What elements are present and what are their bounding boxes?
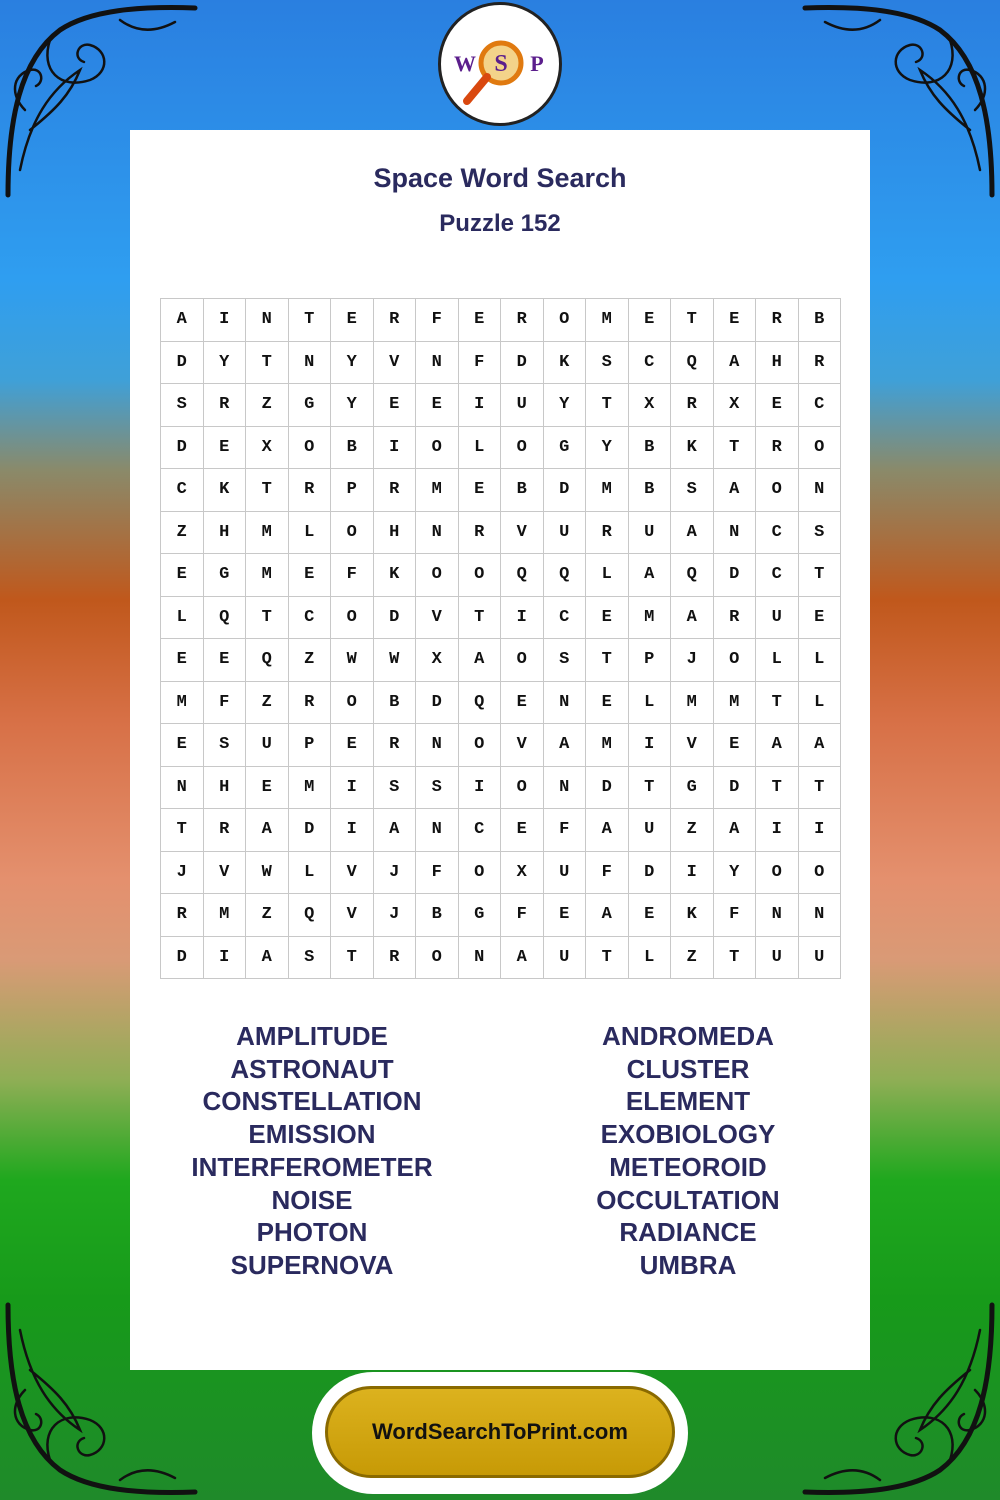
grid-cell[interactable]: V	[501, 512, 544, 555]
grid-cell[interactable]: P	[289, 724, 332, 767]
grid-cell[interactable]: R	[714, 597, 757, 640]
grid-cell[interactable]: O	[799, 427, 842, 470]
grid-cell[interactable]: R	[756, 299, 799, 342]
grid-cell[interactable]: O	[459, 852, 502, 895]
grid-cell[interactable]: O	[756, 852, 799, 895]
grid-cell[interactable]: G	[459, 894, 502, 937]
grid-cell[interactable]: R	[799, 342, 842, 385]
grid-cell[interactable]: A	[714, 342, 757, 385]
grid-cell[interactable]: E	[544, 894, 587, 937]
grid-cell[interactable]: A	[714, 469, 757, 512]
grid-cell[interactable]: E	[756, 384, 799, 427]
grid-cell[interactable]: O	[289, 427, 332, 470]
grid-cell[interactable]: M	[246, 554, 289, 597]
grid-cell[interactable]: P	[331, 469, 374, 512]
grid-cell[interactable]: S	[161, 384, 204, 427]
grid-cell[interactable]: A	[799, 724, 842, 767]
grid-cell[interactable]: C	[629, 342, 672, 385]
grid-cell[interactable]: A	[629, 554, 672, 597]
grid-cell[interactable]: T	[714, 937, 757, 980]
grid-cell[interactable]: N	[714, 512, 757, 555]
grid-cell[interactable]: I	[501, 597, 544, 640]
logo-letter-p: P	[530, 51, 544, 76]
grid-cell[interactable]: N	[416, 724, 459, 767]
grid-cell[interactable]: U	[544, 512, 587, 555]
word-list-right	[498, 1020, 878, 1282]
grid-cell[interactable]: R	[204, 809, 247, 852]
grid-cell[interactable]: Q	[204, 597, 247, 640]
grid-cell[interactable]: I	[459, 384, 502, 427]
grid-cell[interactable]: D	[289, 809, 332, 852]
grid-cell[interactable]: T	[714, 427, 757, 470]
grid-cell[interactable]: H	[374, 512, 417, 555]
grid-cell[interactable]: O	[331, 682, 374, 725]
grid-cell[interactable]: T	[799, 554, 842, 597]
word-list-item: CLUSTER	[626, 1053, 750, 1084]
grid-cell[interactable]: G	[204, 554, 247, 597]
grid-cell[interactable]: B	[799, 299, 842, 342]
word-list-item: ANDROMEDA	[602, 1021, 774, 1051]
grid-cell[interactable]: I	[671, 852, 714, 895]
grid-cell[interactable]: T	[246, 469, 289, 512]
grid-cell[interactable]: E	[501, 682, 544, 725]
grid-cell[interactable]: V	[416, 597, 459, 640]
grid-cell[interactable]: U	[501, 384, 544, 427]
grid-cell[interactable]: B	[374, 682, 417, 725]
grid-cell[interactable]: V	[204, 852, 247, 895]
grid-cell[interactable]: I	[756, 809, 799, 852]
grid-cell[interactable]: T	[756, 767, 799, 810]
grid-cell[interactable]: Q	[671, 342, 714, 385]
word-list-item: INTERFEROMETER	[191, 1151, 433, 1182]
grid-cell[interactable]: X	[714, 384, 757, 427]
grid-cell[interactable]: R	[586, 512, 629, 555]
grid-cell[interactable]: Z	[161, 512, 204, 555]
grid-cell[interactable]: O	[331, 512, 374, 555]
grid-cell[interactable]: U	[756, 937, 799, 980]
grid-cell[interactable]: I	[374, 427, 417, 470]
grid-cell[interactable]: S	[416, 767, 459, 810]
grid-cell[interactable]: D	[629, 852, 672, 895]
grid-cell[interactable]: O	[459, 554, 502, 597]
grid-cell[interactable]: S	[586, 342, 629, 385]
word-list-item: PHOTON	[256, 1217, 368, 1248]
grid-cell[interactable]: U	[756, 597, 799, 640]
website-link-button[interactable]: WordSearchToPrint.com	[325, 1386, 675, 1478]
grid-cell[interactable]: C	[799, 384, 842, 427]
grid-cell[interactable]: Y	[586, 427, 629, 470]
grid-cell[interactable]: A	[374, 809, 417, 852]
word-list-item: ELEMENT	[625, 1086, 751, 1117]
grid-cell[interactable]: T	[799, 767, 842, 810]
grid-cell[interactable]: O	[799, 852, 842, 895]
grid-cell[interactable]: F	[416, 299, 459, 342]
grid-cell[interactable]: E	[204, 427, 247, 470]
grid-cell[interactable]: H	[204, 767, 247, 810]
grid-cell[interactable]: L	[586, 554, 629, 597]
grid-cell[interactable]: M	[586, 469, 629, 512]
grid-cell[interactable]: S	[799, 512, 842, 555]
grid-cell[interactable]: P	[629, 639, 672, 682]
grid-cell[interactable]: V	[671, 724, 714, 767]
grid-cell[interactable]: E	[629, 894, 672, 937]
grid-cell[interactable]: U	[629, 512, 672, 555]
grid-cell[interactable]: F	[544, 809, 587, 852]
grid-cell[interactable]: Q	[501, 554, 544, 597]
grid-cell[interactable]: R	[204, 384, 247, 427]
grid-cell[interactable]: D	[586, 767, 629, 810]
grid-cell[interactable]: F	[501, 894, 544, 937]
grid-cell[interactable]: N	[416, 342, 459, 385]
grid-cell[interactable]: U	[544, 852, 587, 895]
grid-cell[interactable]: D	[161, 342, 204, 385]
grid-cell[interactable]: M	[246, 512, 289, 555]
letter-grid	[160, 298, 841, 979]
grid-cell[interactable]: O	[416, 427, 459, 470]
grid-cell[interactable]: T	[289, 299, 332, 342]
grid-cell[interactable]: S	[671, 469, 714, 512]
grid-cell[interactable]: K	[671, 427, 714, 470]
grid-cell[interactable]: L	[289, 852, 332, 895]
grid-cell[interactable]: K	[671, 894, 714, 937]
grid-cell[interactable]: Q	[544, 554, 587, 597]
grid-cell[interactable]: H	[204, 512, 247, 555]
grid-cell[interactable]: R	[756, 427, 799, 470]
grid-cell[interactable]: O	[331, 597, 374, 640]
grid-cell[interactable]: E	[714, 724, 757, 767]
grid-cell[interactable]: A	[756, 724, 799, 767]
grid-cell[interactable]: C	[756, 512, 799, 555]
word-list-item: UMBRA	[639, 1249, 737, 1280]
grid-cell[interactable]: E	[331, 299, 374, 342]
grid-cell[interactable]: J	[374, 894, 417, 937]
grid-cell[interactable]: Z	[246, 682, 289, 725]
grid-cell[interactable]: C	[161, 469, 204, 512]
grid-cell[interactable]: O	[756, 469, 799, 512]
grid-cell[interactable]: E	[289, 554, 332, 597]
grid-cell[interactable]: Y	[544, 384, 587, 427]
grid-cell[interactable]: A	[501, 937, 544, 980]
grid-cell[interactable]: Z	[246, 894, 289, 937]
grid-cell[interactable]: N	[459, 937, 502, 980]
grid-cell[interactable]: T	[586, 937, 629, 980]
grid-cell[interactable]: E	[416, 384, 459, 427]
grid-cell[interactable]: X	[629, 384, 672, 427]
grid-cell[interactable]: E	[501, 809, 544, 852]
grid-cell[interactable]: F	[586, 852, 629, 895]
grid-cell[interactable]: A	[246, 809, 289, 852]
grid-cell[interactable]: L	[459, 427, 502, 470]
grid-cell[interactable]: A	[459, 639, 502, 682]
word-list-item: OCCULTATION	[596, 1184, 780, 1215]
grid-cell[interactable]: N	[756, 894, 799, 937]
grid-cell[interactable]: I	[204, 937, 247, 980]
grid-cell[interactable]: I	[459, 767, 502, 810]
grid-cell[interactable]: J	[161, 852, 204, 895]
grid-cell[interactable]: C	[289, 597, 332, 640]
grid-cell[interactable]: T	[671, 299, 714, 342]
grid-cell[interactable]: N	[161, 767, 204, 810]
grid-cell[interactable]: I	[331, 809, 374, 852]
grid-cell[interactable]: T	[586, 384, 629, 427]
grid-cell[interactable]: M	[714, 682, 757, 725]
word-list-item: EXOBIOLOGY	[600, 1119, 776, 1150]
grid-cell[interactable]: Y	[204, 342, 247, 385]
grid-cell[interactable]: N	[544, 767, 587, 810]
grid-cell[interactable]: M	[586, 724, 629, 767]
grid-cell[interactable]: A	[671, 512, 714, 555]
grid-cell[interactable]: O	[501, 639, 544, 682]
grid-cell[interactable]: Z	[289, 639, 332, 682]
word-list-item: SUPERNOVA	[230, 1249, 394, 1280]
grid-cell[interactable]: O	[416, 937, 459, 980]
grid-cell[interactable]: M	[671, 682, 714, 725]
grid-cell[interactable]: E	[586, 682, 629, 725]
grid-cell[interactable]: T	[246, 597, 289, 640]
grid-cell[interactable]: G	[289, 384, 332, 427]
grid-cell[interactable]: H	[756, 342, 799, 385]
word-list-item: AMPLITUDE	[236, 1021, 388, 1051]
word-list-item: METEOROID	[609, 1151, 767, 1182]
grid-cell[interactable]: A	[161, 299, 204, 342]
grid-cell[interactable]: J	[374, 852, 417, 895]
grid-cell[interactable]: B	[331, 427, 374, 470]
grid-cell[interactable]: M	[416, 469, 459, 512]
grid-cell[interactable]: F	[204, 682, 247, 725]
grid-cell[interactable]: D	[161, 427, 204, 470]
grid-cell[interactable]: R	[374, 299, 417, 342]
grid-cell[interactable]: O	[501, 427, 544, 470]
grid-cell[interactable]: A	[586, 809, 629, 852]
grid-cell[interactable]: D	[416, 682, 459, 725]
grid-cell[interactable]: W	[331, 639, 374, 682]
grid-cell[interactable]: D	[161, 937, 204, 980]
grid-cell[interactable]: T	[629, 767, 672, 810]
grid-cell[interactable]: E	[799, 597, 842, 640]
grid-cell[interactable]: D	[714, 767, 757, 810]
grid-cell[interactable]: T	[331, 937, 374, 980]
grid-cell[interactable]: B	[416, 894, 459, 937]
grid-cell[interactable]: O	[416, 554, 459, 597]
grid-cell[interactable]: C	[756, 554, 799, 597]
grid-cell[interactable]: E	[374, 384, 417, 427]
grid-cell[interactable]: O	[459, 724, 502, 767]
grid-cell[interactable]: R	[459, 512, 502, 555]
grid-cell[interactable]: Q	[246, 639, 289, 682]
grid-cell[interactable]: S	[204, 724, 247, 767]
grid-cell[interactable]: E	[246, 767, 289, 810]
grid-cell[interactable]: E	[459, 469, 502, 512]
grid-cell[interactable]: B	[629, 427, 672, 470]
grid-cell[interactable]: X	[416, 639, 459, 682]
word-list-item: EMISSION	[248, 1119, 376, 1150]
grid-cell[interactable]: Y	[331, 342, 374, 385]
grid-cell[interactable]: T	[246, 342, 289, 385]
grid-cell[interactable]: D	[374, 597, 417, 640]
grid-cell[interactable]: O	[501, 767, 544, 810]
grid-cell[interactable]: I	[331, 767, 374, 810]
grid-cell[interactable]: E	[629, 299, 672, 342]
grid-cell[interactable]: V	[331, 894, 374, 937]
grid-cell[interactable]: M	[586, 299, 629, 342]
grid-cell[interactable]: L	[799, 639, 842, 682]
grid-cell[interactable]: J	[671, 639, 714, 682]
grid-cell[interactable]: U	[544, 937, 587, 980]
word-list-item: NOISE	[271, 1184, 353, 1215]
grid-cell[interactable]: Z	[246, 384, 289, 427]
logo-letter-s: S	[494, 51, 508, 77]
grid-cell[interactable]: B	[501, 469, 544, 512]
grid-cell[interactable]: S	[289, 937, 332, 980]
grid-cell[interactable]: G	[544, 427, 587, 470]
grid-cell[interactable]: Z	[671, 937, 714, 980]
grid-cell[interactable]: D	[501, 342, 544, 385]
grid-cell[interactable]: E	[459, 299, 502, 342]
grid-cell[interactable]: N	[799, 469, 842, 512]
grid-cell[interactable]: R	[374, 469, 417, 512]
grid-cell[interactable]: D	[544, 469, 587, 512]
grid-cell[interactable]: N	[416, 809, 459, 852]
grid-cell[interactable]: N	[416, 512, 459, 555]
grid-cell[interactable]: N	[799, 894, 842, 937]
grid-cell[interactable]: Z	[671, 809, 714, 852]
grid-cell[interactable]: E	[161, 554, 204, 597]
grid-cell[interactable]: K	[544, 342, 587, 385]
grid-cell[interactable]: V	[331, 852, 374, 895]
grid-cell[interactable]: A	[671, 597, 714, 640]
grid-cell[interactable]: Q	[459, 682, 502, 725]
grid-cell[interactable]: R	[671, 384, 714, 427]
grid-cell[interactable]: E	[714, 299, 757, 342]
grid-cell[interactable]: L	[756, 639, 799, 682]
grid-cell[interactable]: L	[629, 937, 672, 980]
grid-cell[interactable]: S	[374, 767, 417, 810]
grid-cell[interactable]: G	[671, 767, 714, 810]
grid-cell[interactable]: W	[374, 639, 417, 682]
grid-cell[interactable]: M	[289, 767, 332, 810]
grid-cell[interactable]: L	[289, 512, 332, 555]
grid-cell[interactable]: E	[204, 639, 247, 682]
grid-cell[interactable]: I	[799, 809, 842, 852]
grid-cell[interactable]: X	[246, 427, 289, 470]
word-list-item: RADIANCE	[619, 1217, 757, 1248]
grid-cell[interactable]: S	[544, 639, 587, 682]
word-list-item: ASTRONAUT	[230, 1053, 394, 1084]
grid-cell[interactable]: R	[374, 937, 417, 980]
grid-cell[interactable]: V	[374, 342, 417, 385]
grid-cell[interactable]: R	[289, 682, 332, 725]
grid-cell[interactable]: O	[544, 299, 587, 342]
grid-cell[interactable]: B	[629, 469, 672, 512]
grid-cell[interactable]: F	[416, 852, 459, 895]
grid-cell[interactable]: K	[204, 469, 247, 512]
grid-cell[interactable]: R	[374, 724, 417, 767]
grid-cell[interactable]: A	[586, 894, 629, 937]
grid-cell[interactable]: F	[331, 554, 374, 597]
grid-cell[interactable]: O	[714, 639, 757, 682]
grid-cell[interactable]: K	[374, 554, 417, 597]
page-title: Space Word Search	[373, 163, 627, 193]
grid-cell[interactable]: M	[629, 597, 672, 640]
grid-cell[interactable]: E	[161, 724, 204, 767]
grid-cell[interactable]: M	[204, 894, 247, 937]
grid-cell[interactable]: N	[246, 299, 289, 342]
grid-cell[interactable]: T	[756, 682, 799, 725]
wsp-logo	[438, 2, 562, 126]
grid-cell[interactable]: F	[714, 894, 757, 937]
grid-cell[interactable]: U	[629, 809, 672, 852]
grid-cell[interactable]: L	[161, 597, 204, 640]
grid-cell[interactable]: D	[714, 554, 757, 597]
logo-letter-w: W	[454, 51, 476, 76]
grid-cell[interactable]: T	[459, 597, 502, 640]
grid-cell[interactable]: R	[289, 469, 332, 512]
grid-cell[interactable]: U	[799, 937, 842, 980]
grid-cell[interactable]: N	[289, 342, 332, 385]
grid-cell[interactable]: U	[246, 724, 289, 767]
grid-cell[interactable]: M	[161, 682, 204, 725]
grid-cell[interactable]: E	[331, 724, 374, 767]
grid-cell[interactable]: Y	[331, 384, 374, 427]
grid-cell[interactable]: E	[586, 597, 629, 640]
grid-cell[interactable]: C	[544, 597, 587, 640]
grid-cell[interactable]: Y	[714, 852, 757, 895]
grid-cell[interactable]: I	[204, 299, 247, 342]
grid-cell[interactable]: A	[714, 809, 757, 852]
grid-cell[interactable]: Q	[671, 554, 714, 597]
word-list-left	[122, 1020, 502, 1282]
grid-cell[interactable]: W	[246, 852, 289, 895]
grid-cell[interactable]: N	[544, 682, 587, 725]
grid-cell[interactable]: F	[459, 342, 502, 385]
grid-cell[interactable]: X	[501, 852, 544, 895]
grid-cell[interactable]: Q	[289, 894, 332, 937]
grid-cell[interactable]: L	[799, 682, 842, 725]
grid-cell[interactable]: A	[246, 937, 289, 980]
grid-cell[interactable]: A	[544, 724, 587, 767]
grid-cell[interactable]: R	[501, 299, 544, 342]
grid-cell[interactable]: T	[161, 809, 204, 852]
puzzle-number: Puzzle 152	[439, 210, 561, 237]
grid-cell[interactable]: L	[629, 682, 672, 725]
grid-cell[interactable]: E	[161, 639, 204, 682]
grid-cell[interactable]: T	[586, 639, 629, 682]
word-list-item: CONSTELLATION	[202, 1086, 422, 1117]
grid-cell[interactable]: V	[501, 724, 544, 767]
grid-cell[interactable]: R	[161, 894, 204, 937]
grid-cell[interactable]: I	[629, 724, 672, 767]
grid-cell[interactable]: C	[459, 809, 502, 852]
